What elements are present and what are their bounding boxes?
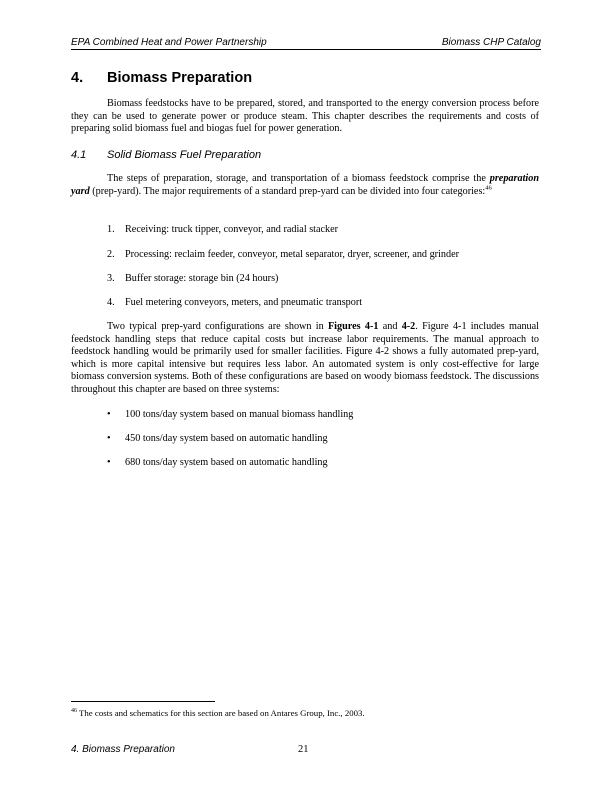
bullet-icon: • <box>107 409 111 420</box>
figure-reference-4-1[interactable]: Figures 4-1 <box>327 321 379 332</box>
configurations-paragraph: Two typical prep-yard configurations are shown in Figures 4-1 and 4-2. Figure 4-1 includes manual feedstock handling steps that reduce capital costs but increase labor requirements. The manual approach to feedstock handling would be primarily used for smaller facilities. Figure 4-2 shows a fully automated prep-yard, which is more capital intensive but requires less labor. An automated system is only cost-effective for large biomass conversion systems. Both of these configurations are based on woody biomass feedstock. The discussions throughout this chapter are based on three systems: <box>71 321 539 395</box>
bullet-icon: • <box>107 457 111 468</box>
section-title: Biomass Preparation <box>107 70 253 86</box>
numbered-item: 4. Fuel metering conveyors, meters, and pneumatic transport <box>107 297 363 308</box>
numbered-item: 3. Buffer storage: storage bin (24 hours) <box>107 273 279 284</box>
section-heading <box>71 70 252 87</box>
prep-yard-paragraph: The steps of preparation, storage, and transportation of a biomass feedstock comprise the preparation yard (prep-yard). The major requirements of a standard prep-yard can be divided into four categories:$^{46}$ <box>71 173 539 197</box>
bullet-item: • 450 tons/day system based on automatic handling <box>107 433 328 444</box>
footnote-text: The costs and schematics for this section are based on Antares Group, Inc., 2003. <box>77 708 365 718</box>
intro-paragraph <box>71 98 539 136</box>
subsection-heading <box>71 149 261 162</box>
page-header <box>71 37 541 50</box>
footnote-number: 46 <box>71 708 77 715</box>
subsection-title: Solid Biomass Fuel Preparation <box>107 149 262 161</box>
numbered-item: 1. Receiving: truck tipper, conveyor, and radial stacker <box>107 224 339 235</box>
numbered-item: 2. Processing: reclaim feeder, conveyor, metal separator, dryer, screener, and grinder <box>107 249 459 260</box>
header-right-text: Biomass CHP Catalog <box>441 37 541 48</box>
intro-text: Biomass feedstocks have to be prepared, stored, and transported to the energy conversion process before they can be used to generate power or produce steam. This chapter describes the requirements and costs of preparing solid biomass fuel and biogas fuel for power generation. <box>71 98 539 135</box>
footer-chapter-label: 4. Biomass Preparation <box>71 744 175 755</box>
header-left-text: EPA Combined Heat and Power Partnership <box>71 37 267 48</box>
bullet-item: • 680 tons/day system based on automatic handling <box>107 457 328 468</box>
bullet-item: • 100 tons/day system based on manual biomass handling <box>107 409 354 420</box>
section-number: 4. <box>71 70 84 86</box>
footnote-divider <box>71 701 215 702</box>
subsection-number: 4.1 <box>71 149 87 161</box>
footnote <box>71 708 365 719</box>
bullet-icon: • <box>107 433 111 444</box>
page-number: 21 <box>298 744 309 755</box>
preparation-yard-term: preparation yard <box>71 173 539 197</box>
figure-reference-4-2[interactable]: 4-2 <box>401 321 416 332</box>
footnote-reference[interactable]: 46 <box>485 184 492 192</box>
